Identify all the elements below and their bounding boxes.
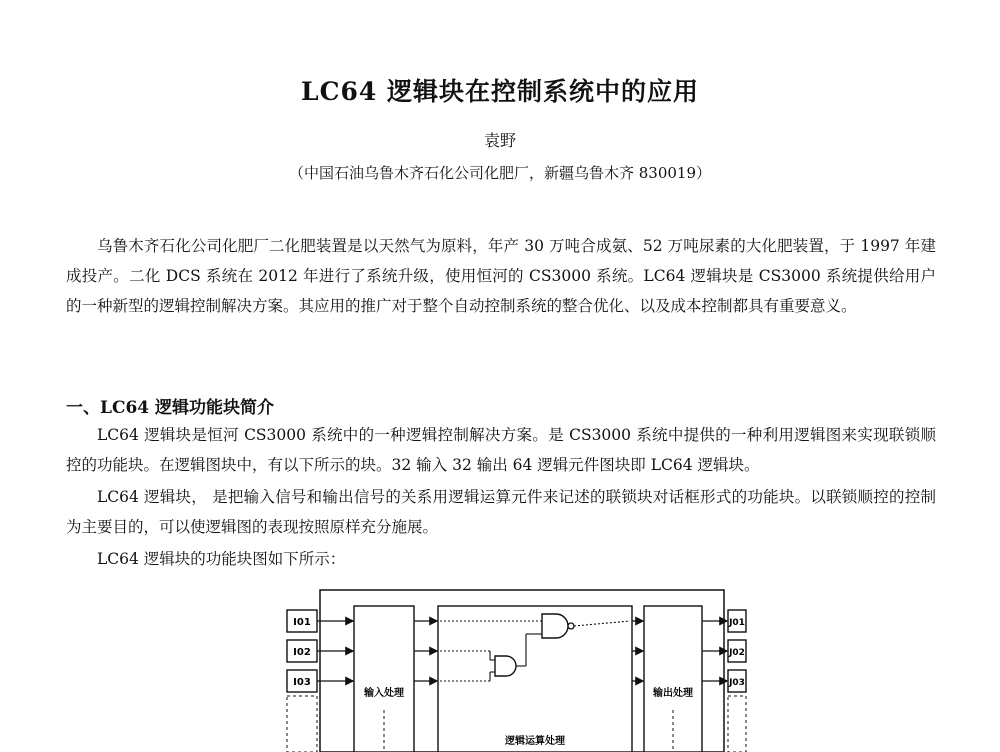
section-paragraph-1: LC64 逻辑块是恒河 CS3000 系统中的一种逻辑控制解决方案。是 CS3000 系统中提供的一种利用逻辑图来实现联锁顺控的功能块。在逻辑图块中，有以下所示的块。32 输入 32 输出 64 逻辑元件图块即 LC64 逻辑块。 (66, 426, 936, 474)
output-processing-label: 输出处理 (653, 688, 693, 699)
author-affiliation: （中国石油乌鲁木齐石化公司化肥厂，新疆乌鲁木齐 830019） (288, 164, 712, 182)
input-label: I03 (293, 677, 311, 688)
output-column (728, 610, 746, 752)
author-name: 袁野 (483, 131, 516, 150)
logic-processing-block (438, 606, 632, 752)
input-column (287, 610, 317, 752)
logic-processing-label: 逻辑运算处理 (505, 736, 565, 747)
lc64-function-block-diagram (280, 584, 750, 752)
input-processing-label: 输入处理 (364, 688, 404, 699)
section-paragraph-2: LC64 逻辑块， 是把输入信号和输出信号的关系用逻辑运算元件来记述的联锁块对话框形式的功能块。以联锁顺控的控制为主要目的，可以使逻辑图的表现按照原样充分施展。 (66, 488, 936, 536)
abstract-paragraph: 乌鲁木齐石化公司化肥厂二化肥装置是以天然气为原料，年产 30 万吨合成氨、52 万吨尿素的大化肥装置，于 1997 年建成投产。二化 DCS 系统在 2012 年进行了系统升级，使用恒河的 CS3000 系统。LC64 逻辑块是 CS3000 系统提供给用户的一种新型的逻辑控制解决方案。其应用的推广对于整个自动控制系统的整合优化、以及成本控制都具有重要意义。 (66, 237, 936, 315)
input-label: I02 (293, 647, 311, 658)
output-label: J01 (729, 618, 745, 628)
output-label: J02 (729, 648, 745, 658)
output-label: J03 (729, 678, 745, 688)
input-label: I01 (293, 617, 311, 628)
paper-title: LC64 逻辑块在控制系统中的应用 (301, 77, 699, 106)
section-heading: 一、LC64 逻辑功能块简介 (66, 398, 275, 418)
output-box-more (728, 696, 746, 752)
input-box-more (287, 696, 317, 752)
section-paragraph-3: LC64 逻辑块的功能块图如下所示： (97, 550, 346, 568)
